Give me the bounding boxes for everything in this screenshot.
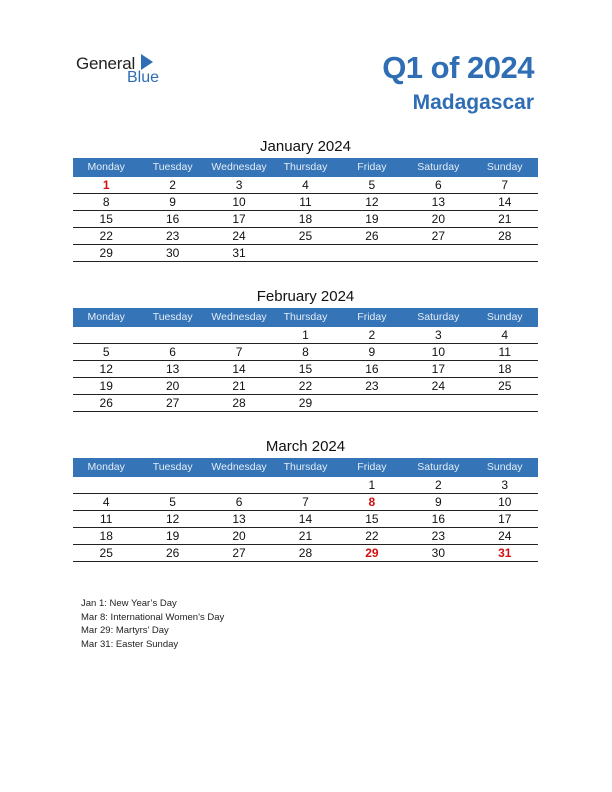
month-title: January 2024 bbox=[260, 138, 351, 155]
holiday-note: Jan 1: New Year’s Day bbox=[81, 598, 177, 609]
day-cell: 3 bbox=[434, 328, 442, 342]
day-cell: 11 bbox=[99, 512, 113, 526]
day-cell: 4 bbox=[501, 328, 509, 342]
day-cell: 21 bbox=[498, 212, 512, 226]
day-cell: 3 bbox=[501, 478, 509, 492]
day-cell: 5 bbox=[169, 495, 176, 509]
day-cell: 29 bbox=[99, 246, 113, 260]
day-cell: 20 bbox=[431, 212, 445, 226]
day-cell: 14 bbox=[298, 512, 313, 526]
day-cell: 20 bbox=[165, 379, 180, 393]
day-cell bbox=[339, 245, 405, 261]
day-cell: 25 bbox=[298, 229, 313, 243]
day-cell: 19 bbox=[365, 212, 379, 226]
holiday-note: Mar 8: International Women’s Day bbox=[81, 611, 225, 623]
day-cell: 6 bbox=[434, 178, 442, 192]
day-cell bbox=[139, 477, 205, 493]
weekday-label: Wednesday bbox=[211, 311, 267, 323]
day-cell: 13 bbox=[431, 195, 445, 209]
day-cell: 21 bbox=[232, 379, 246, 393]
day-cell: 15 bbox=[365, 512, 379, 526]
day-cell: 2 bbox=[169, 178, 176, 192]
week-row bbox=[73, 194, 538, 211]
day-cell: 10 bbox=[498, 495, 512, 509]
day-cell: 27 bbox=[165, 396, 180, 410]
day-cell: 17 bbox=[232, 212, 246, 226]
month-title: February 2024 bbox=[256, 288, 355, 305]
day-cell: 14 bbox=[498, 195, 512, 209]
weekday-header bbox=[73, 308, 538, 327]
day-cell: 18 bbox=[99, 529, 113, 543]
day-cell: 12 bbox=[365, 195, 379, 209]
day-cell: 25 bbox=[498, 379, 512, 393]
day-cell: 16 bbox=[165, 212, 180, 226]
month-january bbox=[73, 136, 538, 262]
day-cell: 3 bbox=[235, 178, 243, 192]
day-cell: 19 bbox=[165, 529, 180, 543]
day-cell: 1 bbox=[102, 178, 110, 192]
day-cell: 22 bbox=[298, 379, 313, 393]
day-cell bbox=[272, 477, 338, 493]
day-cell: 26 bbox=[165, 546, 180, 560]
week-row bbox=[73, 344, 538, 361]
day-cell: 14 bbox=[232, 362, 246, 376]
day-cell: 11 bbox=[299, 195, 312, 209]
day-cell: 18 bbox=[298, 212, 313, 226]
logo-blue-text: Blue bbox=[127, 69, 160, 86]
day-cell: 4 bbox=[102, 495, 110, 509]
weekday-label: Tuesday bbox=[152, 161, 193, 173]
week-row bbox=[73, 511, 538, 528]
month-march bbox=[73, 436, 538, 562]
day-cell: 8 bbox=[368, 495, 376, 509]
day-cell: 7 bbox=[302, 495, 309, 509]
week-row bbox=[73, 327, 538, 344]
day-cell: 9 bbox=[169, 195, 176, 209]
weekday-label: Monday bbox=[87, 161, 125, 173]
week-row bbox=[73, 494, 538, 511]
day-cell: 24 bbox=[498, 529, 512, 543]
week-row bbox=[73, 245, 538, 262]
weekday-label: Saturday bbox=[417, 461, 460, 473]
day-cell: 2 bbox=[434, 478, 442, 492]
day-cell: 22 bbox=[365, 529, 379, 543]
weekday-label: Friday bbox=[357, 461, 387, 473]
holiday-notes bbox=[81, 597, 224, 651]
weekday-label: Sunday bbox=[486, 311, 523, 323]
day-cell: 29 bbox=[298, 396, 313, 410]
day-cell: 9 bbox=[434, 495, 442, 509]
weekday-header bbox=[73, 158, 538, 177]
day-cell bbox=[472, 245, 538, 261]
day-cell: 22 bbox=[99, 229, 113, 243]
day-cell bbox=[405, 245, 471, 261]
week-row bbox=[73, 228, 538, 245]
day-cell bbox=[73, 327, 139, 343]
day-cell: 26 bbox=[99, 396, 113, 410]
day-cell: 17 bbox=[431, 362, 445, 376]
day-cell: 2 bbox=[368, 328, 376, 342]
day-cell: 9 bbox=[368, 345, 376, 359]
day-cell: 24 bbox=[232, 229, 246, 243]
day-cell: 10 bbox=[431, 345, 445, 359]
day-cell: 1 bbox=[302, 328, 309, 342]
logo bbox=[76, 54, 176, 88]
weekday-label: Monday bbox=[87, 461, 125, 473]
weekday-label: Saturday bbox=[417, 161, 460, 173]
week-row bbox=[73, 211, 538, 228]
month-february bbox=[73, 286, 538, 412]
day-cell: 6 bbox=[169, 345, 176, 359]
day-cell: 6 bbox=[235, 495, 243, 509]
country-name: Madagascar bbox=[412, 91, 534, 114]
day-cell: 28 bbox=[232, 396, 246, 410]
weekday-label: Friday bbox=[357, 311, 387, 323]
day-cell: 28 bbox=[298, 546, 313, 560]
day-cell: 23 bbox=[431, 529, 445, 543]
day-cell: 5 bbox=[368, 178, 376, 192]
day-cell: 17 bbox=[498, 512, 512, 526]
day-cell: 7 bbox=[235, 345, 243, 359]
day-cell bbox=[272, 245, 338, 261]
day-cell: 11 bbox=[498, 345, 511, 359]
day-cell: 26 bbox=[365, 229, 379, 243]
day-cell: 15 bbox=[99, 212, 113, 226]
day-cell: 10 bbox=[232, 195, 246, 209]
day-cell: 21 bbox=[298, 529, 313, 543]
weekday-label: Tuesday bbox=[152, 461, 193, 473]
day-cell: 4 bbox=[302, 178, 309, 192]
day-cell: 8 bbox=[102, 195, 110, 209]
day-cell bbox=[73, 477, 139, 493]
day-cell: 20 bbox=[232, 529, 246, 543]
day-cell: 25 bbox=[99, 546, 113, 560]
weekday-label: Thursday bbox=[283, 311, 328, 323]
day-cell: 5 bbox=[102, 345, 110, 359]
day-cell: 19 bbox=[99, 379, 113, 393]
logo-triangle-icon bbox=[141, 54, 153, 70]
day-cell: 30 bbox=[431, 546, 445, 560]
logo-general-text: General bbox=[76, 54, 136, 73]
day-cell: 31 bbox=[232, 246, 246, 260]
day-cell bbox=[206, 327, 272, 343]
weekday-label: Thursday bbox=[283, 461, 328, 473]
day-cell: 16 bbox=[431, 512, 445, 526]
weekday-label: Sunday bbox=[486, 461, 523, 473]
day-cell: 18 bbox=[498, 362, 512, 376]
day-cell bbox=[206, 477, 272, 493]
week-row bbox=[73, 545, 538, 562]
page-title: Q1 of 2024 bbox=[382, 50, 534, 85]
weekday-label: Saturday bbox=[417, 311, 460, 323]
week-row bbox=[73, 378, 538, 395]
day-cell: 30 bbox=[165, 246, 180, 260]
day-cell: 1 bbox=[368, 478, 376, 492]
day-cell: 12 bbox=[99, 362, 113, 376]
day-cell: 28 bbox=[498, 229, 512, 243]
holiday-note: Mar 31: Easter Sunday bbox=[81, 638, 179, 650]
day-cell: 15 bbox=[298, 362, 313, 376]
day-cell: 23 bbox=[365, 379, 379, 393]
week-row bbox=[73, 395, 538, 412]
day-cell: 16 bbox=[365, 362, 379, 376]
weekday-label: Thursday bbox=[283, 161, 328, 173]
day-cell bbox=[472, 395, 538, 411]
week-row bbox=[73, 528, 538, 545]
day-cell: 27 bbox=[232, 546, 246, 560]
day-cell: 29 bbox=[365, 546, 379, 560]
day-cell: 27 bbox=[431, 229, 445, 243]
month-title: March 2024 bbox=[265, 438, 346, 455]
weekday-label: Friday bbox=[357, 161, 387, 173]
day-cell bbox=[339, 395, 405, 411]
holiday-note: Mar 29: Martyrs’ Day bbox=[81, 625, 169, 636]
day-cell: 12 bbox=[165, 512, 180, 526]
weekday-label: Tuesday bbox=[152, 311, 193, 323]
weekday-label: Sunday bbox=[486, 161, 523, 173]
day-cell bbox=[139, 327, 205, 343]
weekday-label: Wednesday bbox=[211, 461, 267, 473]
weekday-header bbox=[73, 458, 538, 477]
day-cell: 23 bbox=[165, 229, 180, 243]
weekday-label: Monday bbox=[87, 311, 125, 323]
week-row bbox=[73, 477, 538, 494]
day-cell bbox=[405, 395, 471, 411]
day-cell: 24 bbox=[431, 379, 445, 393]
day-cell: 13 bbox=[232, 512, 246, 526]
weekday-label: Wednesday bbox=[211, 161, 267, 173]
week-row bbox=[73, 177, 538, 194]
day-cell: 7 bbox=[501, 178, 509, 192]
day-cell: 8 bbox=[302, 345, 309, 359]
day-cell: 31 bbox=[498, 546, 512, 560]
day-cell: 13 bbox=[165, 362, 180, 376]
week-row bbox=[73, 361, 538, 378]
